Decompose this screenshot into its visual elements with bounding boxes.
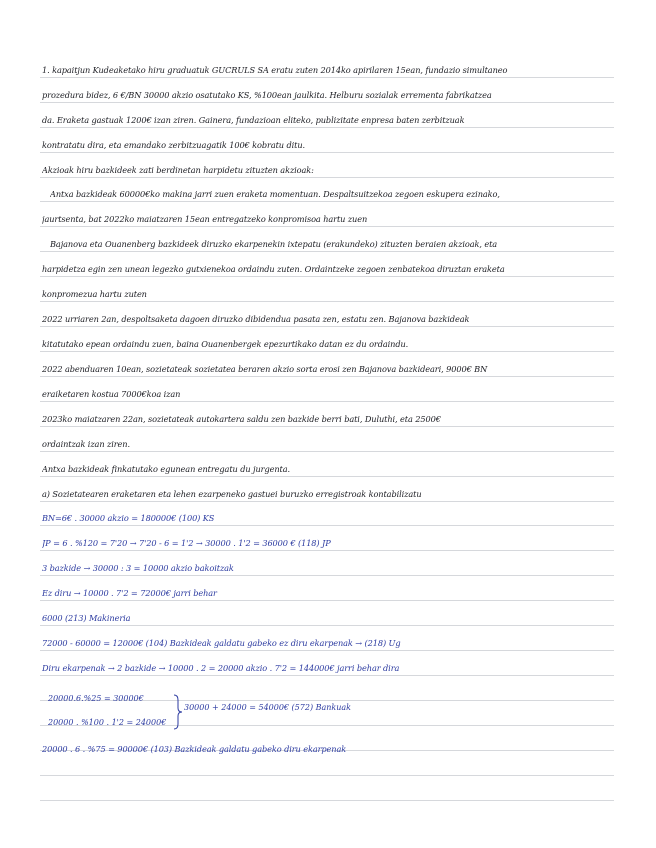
- statement-line: Antxa bazkideak 60000€ko makina jarri zuen eraketa momentuan. Despaltsuitzekoa zegoen eskupera ezinako,: [50, 189, 500, 199]
- rule-line: [40, 351, 614, 352]
- rule-line: [40, 301, 614, 302]
- working-line: Diru ekarpenak → 2 bazkide → 10000 . 2 = 20000 akzio . 7'2 = 144000€ jarri behar dira: [42, 663, 400, 673]
- working-line: JP = 6 . %120 = 7'20 → 7'20 - 6 = 1'2 → 30000 . 1'2 = 36000 € (118) JP: [42, 538, 331, 548]
- statement-line: da. Eraketa gastuak 1200€ izan ziren. Gainera, fundazioan eliteko, publizitate enpresa baten zerbitzuak: [42, 115, 465, 125]
- working-line: 20000.6.%25 = 30000€: [48, 694, 144, 703]
- rule-line: [40, 426, 614, 427]
- rule-line: [40, 401, 614, 402]
- rule-line: [40, 501, 614, 502]
- statement-line: 2022 urriaren 2an, despoltsaketa dagoen diruzko dibidendua pasata zen, estatu zen. Bajanova bazkideak: [42, 314, 470, 324]
- working-line: Ez diru → 10000 . 7'2 = 72000€ jarri behar: [42, 588, 217, 598]
- rule-line: [40, 451, 614, 452]
- rule-line: [40, 177, 614, 178]
- working-line: 6000 (213) Makineria: [42, 613, 131, 623]
- rule-line: [40, 575, 614, 576]
- statement-line: kontratatu dira, eta emandako zerbitzuagatik 100€ kobratu ditu.: [42, 140, 305, 150]
- statement-line: 1. kapaitjun Kudeaketako hiru graduatuk GUCRULS SA eratu zuten 2014ko apirilaren 15ean, fundazio simultaneo: [42, 65, 508, 75]
- working-line: 20000 . 6 . %75 = 90000€ (103) Bazkideak galdatu gabeko diru ekarpenak: [42, 744, 347, 754]
- working-line: 20000 . %100 . 1'2 = 24000€: [48, 718, 167, 727]
- statement-line: prozedura bidez, 6 €/BN 30000 akzio osatutako KS, %100ean jaulkita. Helburu sozialak errementa fabrikatzea: [42, 90, 492, 100]
- rule-line: [40, 276, 614, 277]
- rule-line: [40, 476, 614, 477]
- rule-line: [40, 127, 614, 128]
- rule-line: [40, 201, 614, 202]
- curly-brace-icon: [172, 694, 184, 730]
- brace-calculation: [44, 694, 464, 730]
- rule-line: [40, 550, 614, 551]
- statement-line: 2023ko maiatzaren 22an, sozietateak autokartera saldu zen bazkide berri bati, Duluthi, eta 2500€: [42, 414, 441, 424]
- statement-line: kitatutako epean ordaindu zuen, baina Ouanenbergek epezurtikako datan ez du ordaindu.: [42, 339, 409, 349]
- rule-line: [40, 102, 614, 103]
- working-line: 3 bazkide → 30000 : 3 = 10000 akzio bakoitzak: [42, 563, 234, 573]
- rule-line: [40, 800, 614, 801]
- statement-line: harpidetza egin zen unean legezko gutxienekoa ordaindu zuten. Ordaintzeke zegoen zenbatekoa diruztan eraketa: [42, 264, 505, 274]
- rule-line: [40, 675, 614, 676]
- question-line: a) Sozietatearen eraketaren eta lehen ezarpeneko gastuei buruzko erregistroak kontabilizatu: [42, 489, 422, 499]
- rule-line: [40, 650, 614, 651]
- statement-line: 2022 abenduaren 10ean, sozietateak sozietatea beraren akzio sorta erosi zen Bajanova bazkideari, 9000€ BN: [42, 364, 488, 374]
- rule-line: [40, 226, 614, 227]
- statement-line: jaurtsenta, bat 2022ko maiatzaren 15ean entregatzeko konpromisoa hartu zuen: [42, 214, 368, 224]
- statement-line: konpromezua hartu zuten: [42, 289, 147, 299]
- rule-line: [40, 251, 614, 252]
- statement-line: eraiketaren kostua 7000€koa izan: [42, 389, 181, 399]
- working-line: 72000 - 60000 = 12000€ (104) Bazkideak galdatu gabeko ez diru ekarpenak → (218) Ug: [42, 638, 401, 648]
- statement-line: Antxa bazkideak finkatutako egunean entregatu du jurgenta.: [42, 464, 290, 474]
- rule-line: [40, 326, 614, 327]
- working-line: 30000 + 24000 = 54000€ (572) Bankuak: [184, 703, 352, 712]
- rule-line: [40, 625, 614, 626]
- statement-line: ordaintzak izan ziren.: [42, 439, 130, 449]
- rule-line: [40, 525, 614, 526]
- rule-line: [40, 77, 614, 78]
- rule-line: [40, 152, 614, 153]
- rule-line: [40, 376, 614, 377]
- statement-line: Bajanova eta Ouanenberg bazkideek diruzko ekarpenekin ixtepatu (erakundeko) zituzten beraien akzioak, eta: [50, 239, 498, 249]
- statement-line: Akzioak hiru bazkideek zati berdinetan harpidetu zituzten akzioak:: [42, 165, 314, 175]
- rule-line: [40, 600, 614, 601]
- rule-line: [40, 775, 614, 776]
- working-line: BN=6€ . 30000 akzio = 180000€ (100) KS: [42, 513, 215, 523]
